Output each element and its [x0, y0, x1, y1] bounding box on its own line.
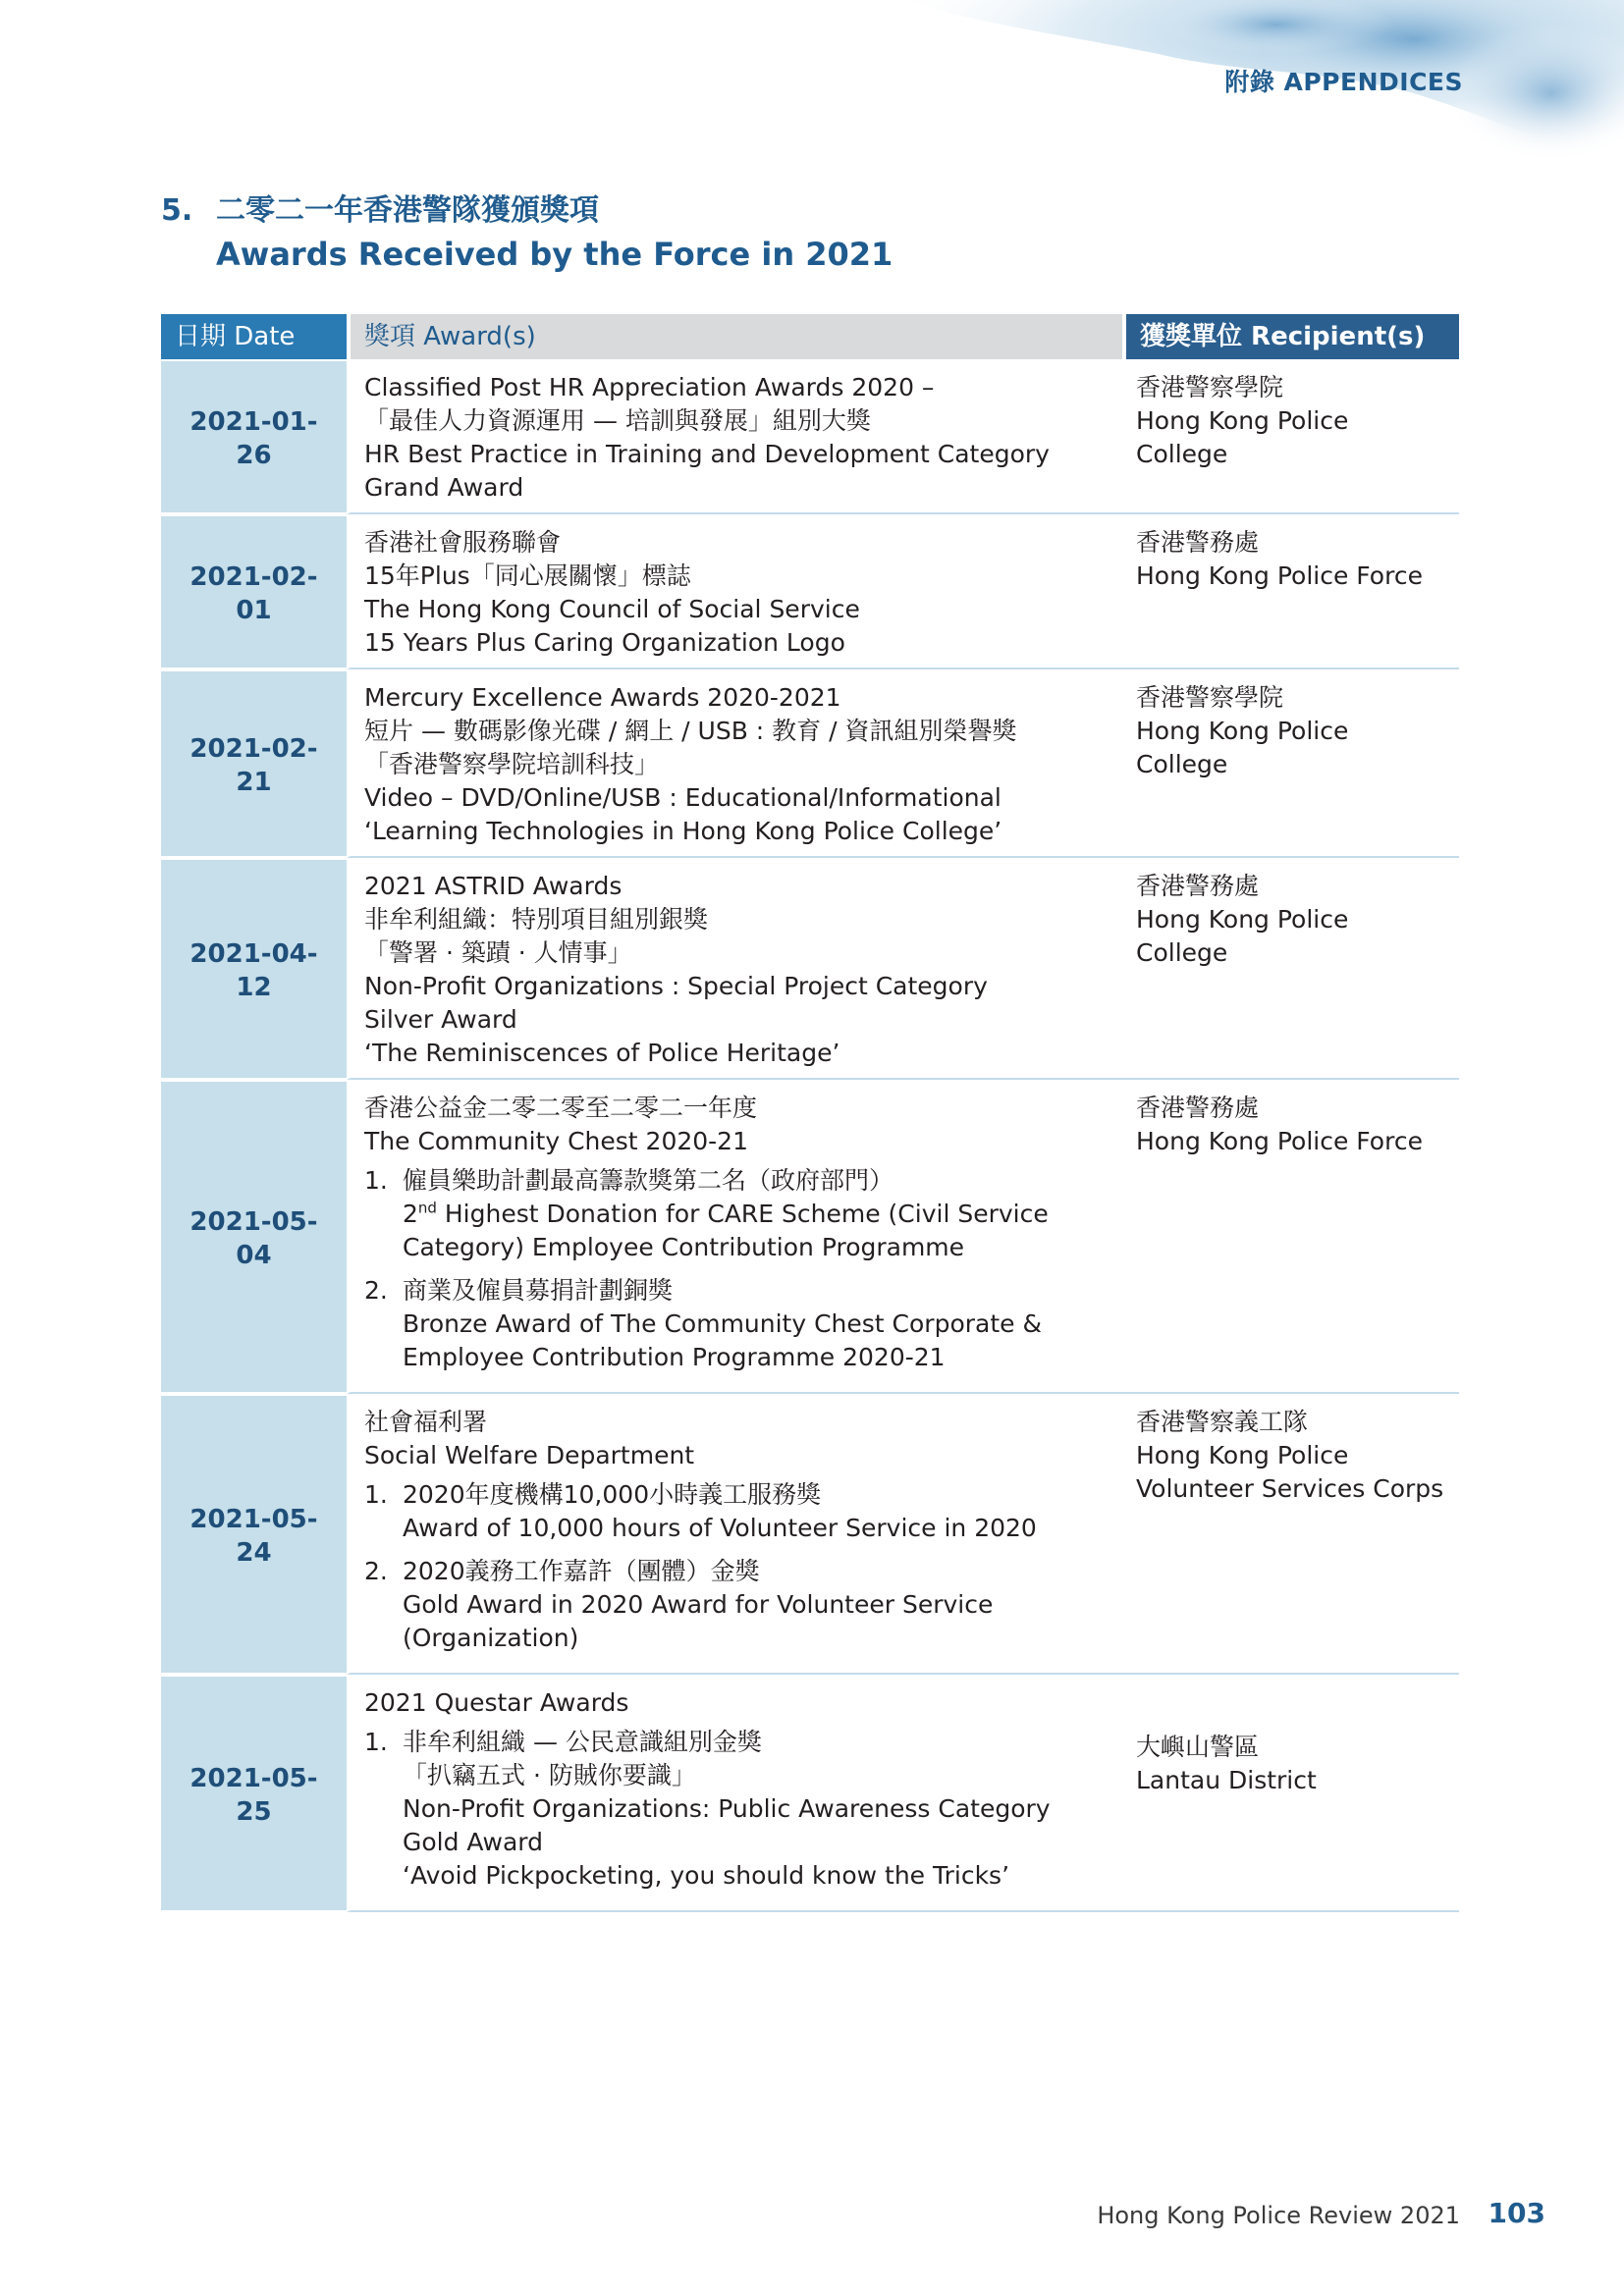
- award-description: [347, 1394, 1122, 1675]
- section-title: [161, 191, 893, 276]
- award-line: 「最佳人力資源運用 — 培訓與發展」組別大獎: [364, 406, 871, 435]
- award-line: Silver Award: [364, 1005, 517, 1034]
- award-description: [347, 1080, 1122, 1394]
- recipient-line: 大嶼山警區: [1136, 1733, 1260, 1761]
- item-en: 2nd Highest Donation for CARE Scheme (Civil Service: [403, 1199, 1049, 1228]
- award-date: 2021-05-24: [161, 1394, 347, 1675]
- award-date: 2021-05-04: [161, 1080, 347, 1394]
- item-number: 1.: [364, 1480, 388, 1509]
- award-date: 2021-02-01: [161, 514, 347, 669]
- item-en: Gold Award: [403, 1828, 543, 1856]
- award-line: 「香港警察學院培訓科技」: [364, 750, 660, 778]
- recipient-line: Volunteer Services Corps: [1136, 1474, 1444, 1503]
- header-recipient: 獲獎單位 Recipient(s): [1122, 314, 1459, 359]
- award-description: [347, 1675, 1122, 1912]
- awards-table: [161, 314, 1459, 1912]
- recipient-line: 香港警察學院: [1136, 373, 1284, 401]
- award-line: The Community Chest 2020-21: [364, 1127, 748, 1155]
- item-en: Award of 10,000 hours of Volunteer Service in 2020: [403, 1514, 1037, 1542]
- recipient-line: Hong Kong Police College: [1136, 406, 1349, 468]
- award-line: 香港公益金二零二零至二零二一年度: [364, 1094, 758, 1122]
- list-item: [364, 1726, 1109, 1893]
- table-row: [161, 1080, 1459, 1394]
- recipient: [1122, 1394, 1459, 1675]
- section-title-en: Awards Received by the Force in 2021: [216, 236, 893, 273]
- item-zh: 2020義務工作嘉許（團體）金獎: [403, 1557, 760, 1585]
- recipient-line: 香港警察義工隊: [1136, 1408, 1309, 1436]
- item-number: 1.: [364, 1166, 388, 1195]
- item-en: ‘Avoid Pickpocketing, you should know the Tricks’: [403, 1861, 1010, 1890]
- recipient: [1122, 858, 1459, 1080]
- item-en: Bronze Award of The Community Chest Corporate &: [403, 1309, 1042, 1338]
- item-zh: 商業及僱員募捐計劃銅獎: [403, 1276, 674, 1305]
- table-row: [161, 359, 1459, 514]
- item-zh: 非牟利組織 — 公民意識組別金獎: [403, 1728, 762, 1756]
- page-number: 103: [1488, 2197, 1545, 2229]
- award-line: 非牟利組織：特別項目組別銀獎: [364, 905, 709, 934]
- item-zh: 僱員樂助計劃最高籌款獎第二名（政府部門）: [403, 1166, 894, 1195]
- table-row: [161, 1675, 1459, 1912]
- award-line: 2021 ASTRID Awards: [364, 872, 623, 900]
- recipient: [1122, 1080, 1459, 1394]
- award-sublist: [364, 1164, 1109, 1374]
- watercolor-wash-decoration: [864, 0, 1624, 196]
- section-title-zh: 二零二一年香港警隊獲頒獎項: [216, 193, 599, 228]
- award-date: 2021-01-26: [161, 359, 347, 514]
- recipient-line: 香港警務處: [1136, 528, 1260, 557]
- header-award: 獎項 Award(s): [347, 314, 1122, 359]
- item-en: Non-Profit Organizations: Public Awareness Category: [403, 1794, 1051, 1823]
- item-zh: 2020年度機構10,000小時義工服務獎: [403, 1480, 822, 1509]
- list-item: [364, 1478, 1109, 1545]
- award-line: Grand Award: [364, 473, 524, 502]
- recipient-line: Hong Kong Police College: [1136, 905, 1349, 967]
- item-zh: 「扒竊五式 · 防賊你要識」: [403, 1761, 696, 1789]
- award-line: Social Welfare Department: [364, 1441, 695, 1469]
- recipient-line: Hong Kong Police: [1136, 1441, 1349, 1469]
- recipient-line: Hong Kong Police Force: [1136, 561, 1423, 590]
- award-line: ‘The Reminiscences of Police Heritage’: [364, 1039, 840, 1067]
- item-en: Gold Award in 2020 Award for Volunteer Service: [403, 1590, 994, 1619]
- award-line: 短片 — 數碼影像光碟 / 網上 / USB : 教育 / 資訊組別榮譽獎: [364, 717, 1017, 745]
- table-row: [161, 858, 1459, 1080]
- award-description: [347, 858, 1122, 1080]
- award-line: ‘Learning Technologies in Hong Kong Police College’: [364, 817, 1002, 845]
- recipient-line: Hong Kong Police Force: [1136, 1127, 1423, 1155]
- recipient-line: Hong Kong Police College: [1136, 717, 1349, 778]
- appendices-header: 附錄 APPENDICES: [1224, 68, 1463, 96]
- recipient-line: 香港警察學院: [1136, 683, 1284, 712]
- award-line: 15年Plus「同心展關懷」標誌: [364, 561, 691, 590]
- item-number: 2.: [364, 1276, 388, 1305]
- award-date: 2021-02-21: [161, 669, 347, 858]
- table-row: [161, 1394, 1459, 1675]
- table-row: [161, 514, 1459, 669]
- publication-name: Hong Kong Police Review 2021: [1097, 2202, 1460, 2229]
- item-number: 2.: [364, 1557, 388, 1585]
- header-date: 日期 Date: [161, 314, 347, 359]
- award-description: [347, 669, 1122, 858]
- award-line: Non-Profit Organizations : Special Project Category: [364, 972, 988, 1000]
- award-line: 15 Years Plus Caring Organization Logo: [364, 628, 845, 657]
- award-line: 香港社會服務聯會: [364, 528, 562, 557]
- award-sublist: [364, 1726, 1109, 1893]
- table-header-row: [161, 314, 1459, 359]
- recipient: [1122, 1675, 1459, 1912]
- item-en: Employee Contribution Programme 2020-21: [403, 1343, 946, 1371]
- award-line: Mercury Excellence Awards 2020-2021: [364, 683, 841, 712]
- award-description: [347, 514, 1122, 669]
- list-item: [364, 1555, 1109, 1655]
- list-item: [364, 1274, 1109, 1374]
- award-line: Video – DVD/Online/USB : Educational/Informational: [364, 783, 1001, 812]
- award-sublist: [364, 1478, 1109, 1655]
- item-number: 1.: [364, 1728, 388, 1756]
- award-line: The Hong Kong Council of Social Service: [364, 595, 860, 623]
- item-en: Category) Employee Contribution Programme: [403, 1233, 965, 1261]
- recipient: [1122, 669, 1459, 858]
- recipient-line: 香港警務處: [1136, 872, 1260, 900]
- award-line: 社會福利署: [364, 1408, 488, 1436]
- recipient-line: Lantau District: [1136, 1766, 1317, 1794]
- award-date: 2021-05-25: [161, 1675, 347, 1912]
- recipient-line: 香港警務處: [1136, 1094, 1260, 1122]
- award-line: 「警署 · 築蹟 · 人情事」: [364, 938, 632, 967]
- section-number: 5.: [161, 193, 193, 228]
- award-date: 2021-04-12: [161, 858, 347, 1080]
- item-en: (Organization): [403, 1624, 579, 1652]
- list-item: [364, 1164, 1109, 1264]
- table-row: [161, 669, 1459, 858]
- recipient: [1122, 514, 1459, 669]
- award-line: Classified Post HR Appreciation Awards 2020 –: [364, 373, 935, 401]
- award-line: 2021 Questar Awards: [364, 1688, 629, 1717]
- award-description: [347, 359, 1122, 514]
- recipient: [1122, 359, 1459, 514]
- award-line: HR Best Practice in Training and Development Category: [364, 440, 1050, 468]
